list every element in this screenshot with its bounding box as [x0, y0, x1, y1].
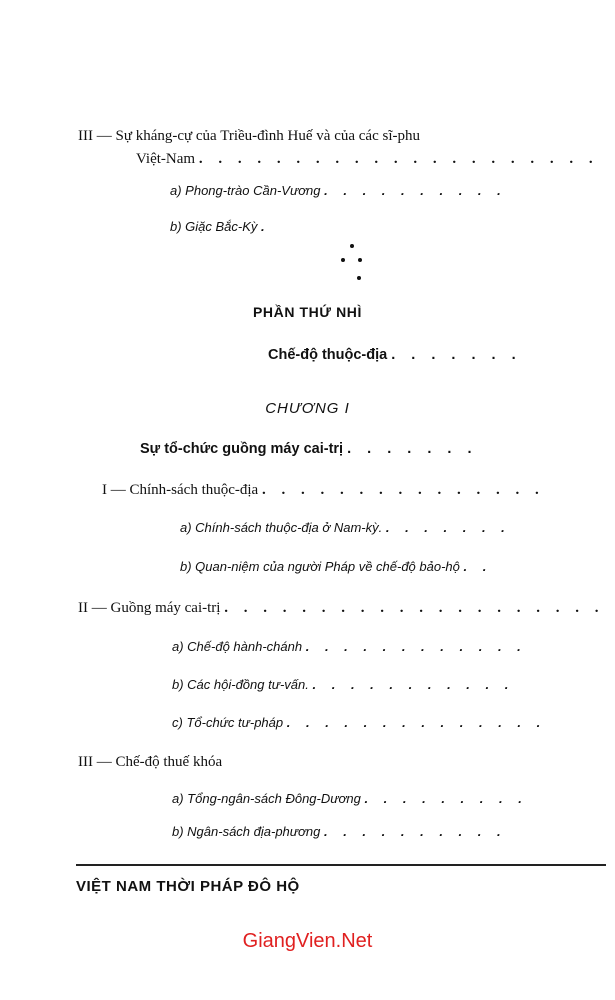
leader-dots: . . — [463, 559, 493, 574]
leader-dots: . . . . . . . . . . — [323, 824, 507, 839]
running-footer-title: VIỆT NAM THỜI PHÁP ĐÔ HỘ — [76, 878, 300, 895]
part-title: PHẦN THỨ NHÌ — [252, 304, 363, 320]
toc-subentry-sec3-old-b — [170, 218, 271, 236]
toc-entry-sec3-old-line1 — [78, 127, 420, 145]
toc-entry-sec1 — [102, 481, 545, 499]
leader-dots: . . . . . . . . . . . . . . . . . . . . — [224, 600, 605, 616]
toc-entry-label: Việt-Nam — [136, 151, 196, 167]
toc-entry-label: II — Guồng máy cai-trị — [78, 600, 221, 616]
toc-subentry-sec2-c — [172, 714, 546, 732]
toc-subentry-sec3-a — [172, 790, 528, 808]
ornament-dot — [358, 258, 362, 262]
ornament-dot — [357, 276, 361, 280]
chapter-title-entry — [140, 440, 477, 458]
toc-subentry-sec3-b — [172, 823, 507, 841]
toc-entry-label: b) Giặc Bắc-Kỳ — [170, 219, 258, 234]
leader-dots: . . . . . . . . . . . — [312, 677, 515, 692]
toc-entry-sec2 — [78, 599, 604, 617]
leader-dots: . . . . . . . — [391, 347, 522, 363]
toc-entry-sec3-old-line2 — [136, 150, 599, 168]
toc-entry-label: a) Chính-sách thuộc-địa ở Nam-kỳ. — [180, 520, 383, 535]
leader-dots: . . . . . . . . . . . . — [305, 639, 527, 654]
ornament-dot — [341, 258, 345, 262]
leader-dots: . . . . . . . . . . . . . . . . . . . . . — [198, 151, 599, 167]
toc-subentry-sec2-b — [172, 676, 514, 694]
toc-entry-label: III — Chế-độ thuế khóa — [78, 754, 223, 770]
toc-entry-label: b) Quan-niệm của người Pháp về chế-độ bảo-hộ — [180, 559, 460, 574]
leader-dots: . . . . . . . — [385, 520, 511, 535]
toc-entry-sec3 — [78, 753, 222, 771]
toc-entry-label: a) Tổng-ngân-sách Đông-Dương — [172, 791, 361, 806]
toc-entry-label: b) Ngân-sách địa-phương — [172, 824, 321, 839]
toc-entry-label: a) Phong-trào Cần-Vương — [170, 183, 321, 198]
toc-entry-label: III — Sự kháng-cự của Triều-đình Huế và của các sĩ-phu — [78, 128, 420, 144]
toc-entry-label: a) Chế-độ hành-chánh — [172, 639, 303, 654]
leader-dots: . — [261, 219, 271, 234]
toc-subentry-sec1-a — [180, 519, 511, 537]
leader-dots: . . . . . . . . . — [364, 791, 528, 806]
ornament-dot — [350, 244, 354, 248]
leader-dots: . . . . . . . . . . . . . . — [286, 715, 547, 730]
chapter-label: CHƯƠNG I — [265, 400, 350, 417]
toc-subentry-sec1-b — [180, 558, 492, 576]
toc-subentry-sec3-old-a — [170, 182, 507, 200]
footer-rule — [76, 864, 606, 866]
part-subtitle-entry — [268, 346, 522, 364]
toc-entry-label: c) Tổ-chức tư-pháp — [172, 715, 284, 730]
chapter-title: Sự tổ-chức guồng máy cai-trị — [140, 441, 344, 457]
leader-dots: . . . . . . . . . . . . . . . — [261, 482, 545, 498]
part-subtitle: Chế-độ thuộc-địa — [268, 347, 388, 363]
leader-dots: . . . . . . . — [347, 441, 478, 457]
toc-entry-label: I — Chính-sách thuộc-địa — [102, 482, 259, 498]
watermark-text: GiangVien.Net — [242, 930, 373, 952]
toc-subentry-sec2-a — [172, 638, 527, 656]
toc-entry-label: b) Các hội-đồng tư-vấn. — [172, 677, 309, 692]
leader-dots: . . . . . . . . . . — [324, 183, 507, 198]
